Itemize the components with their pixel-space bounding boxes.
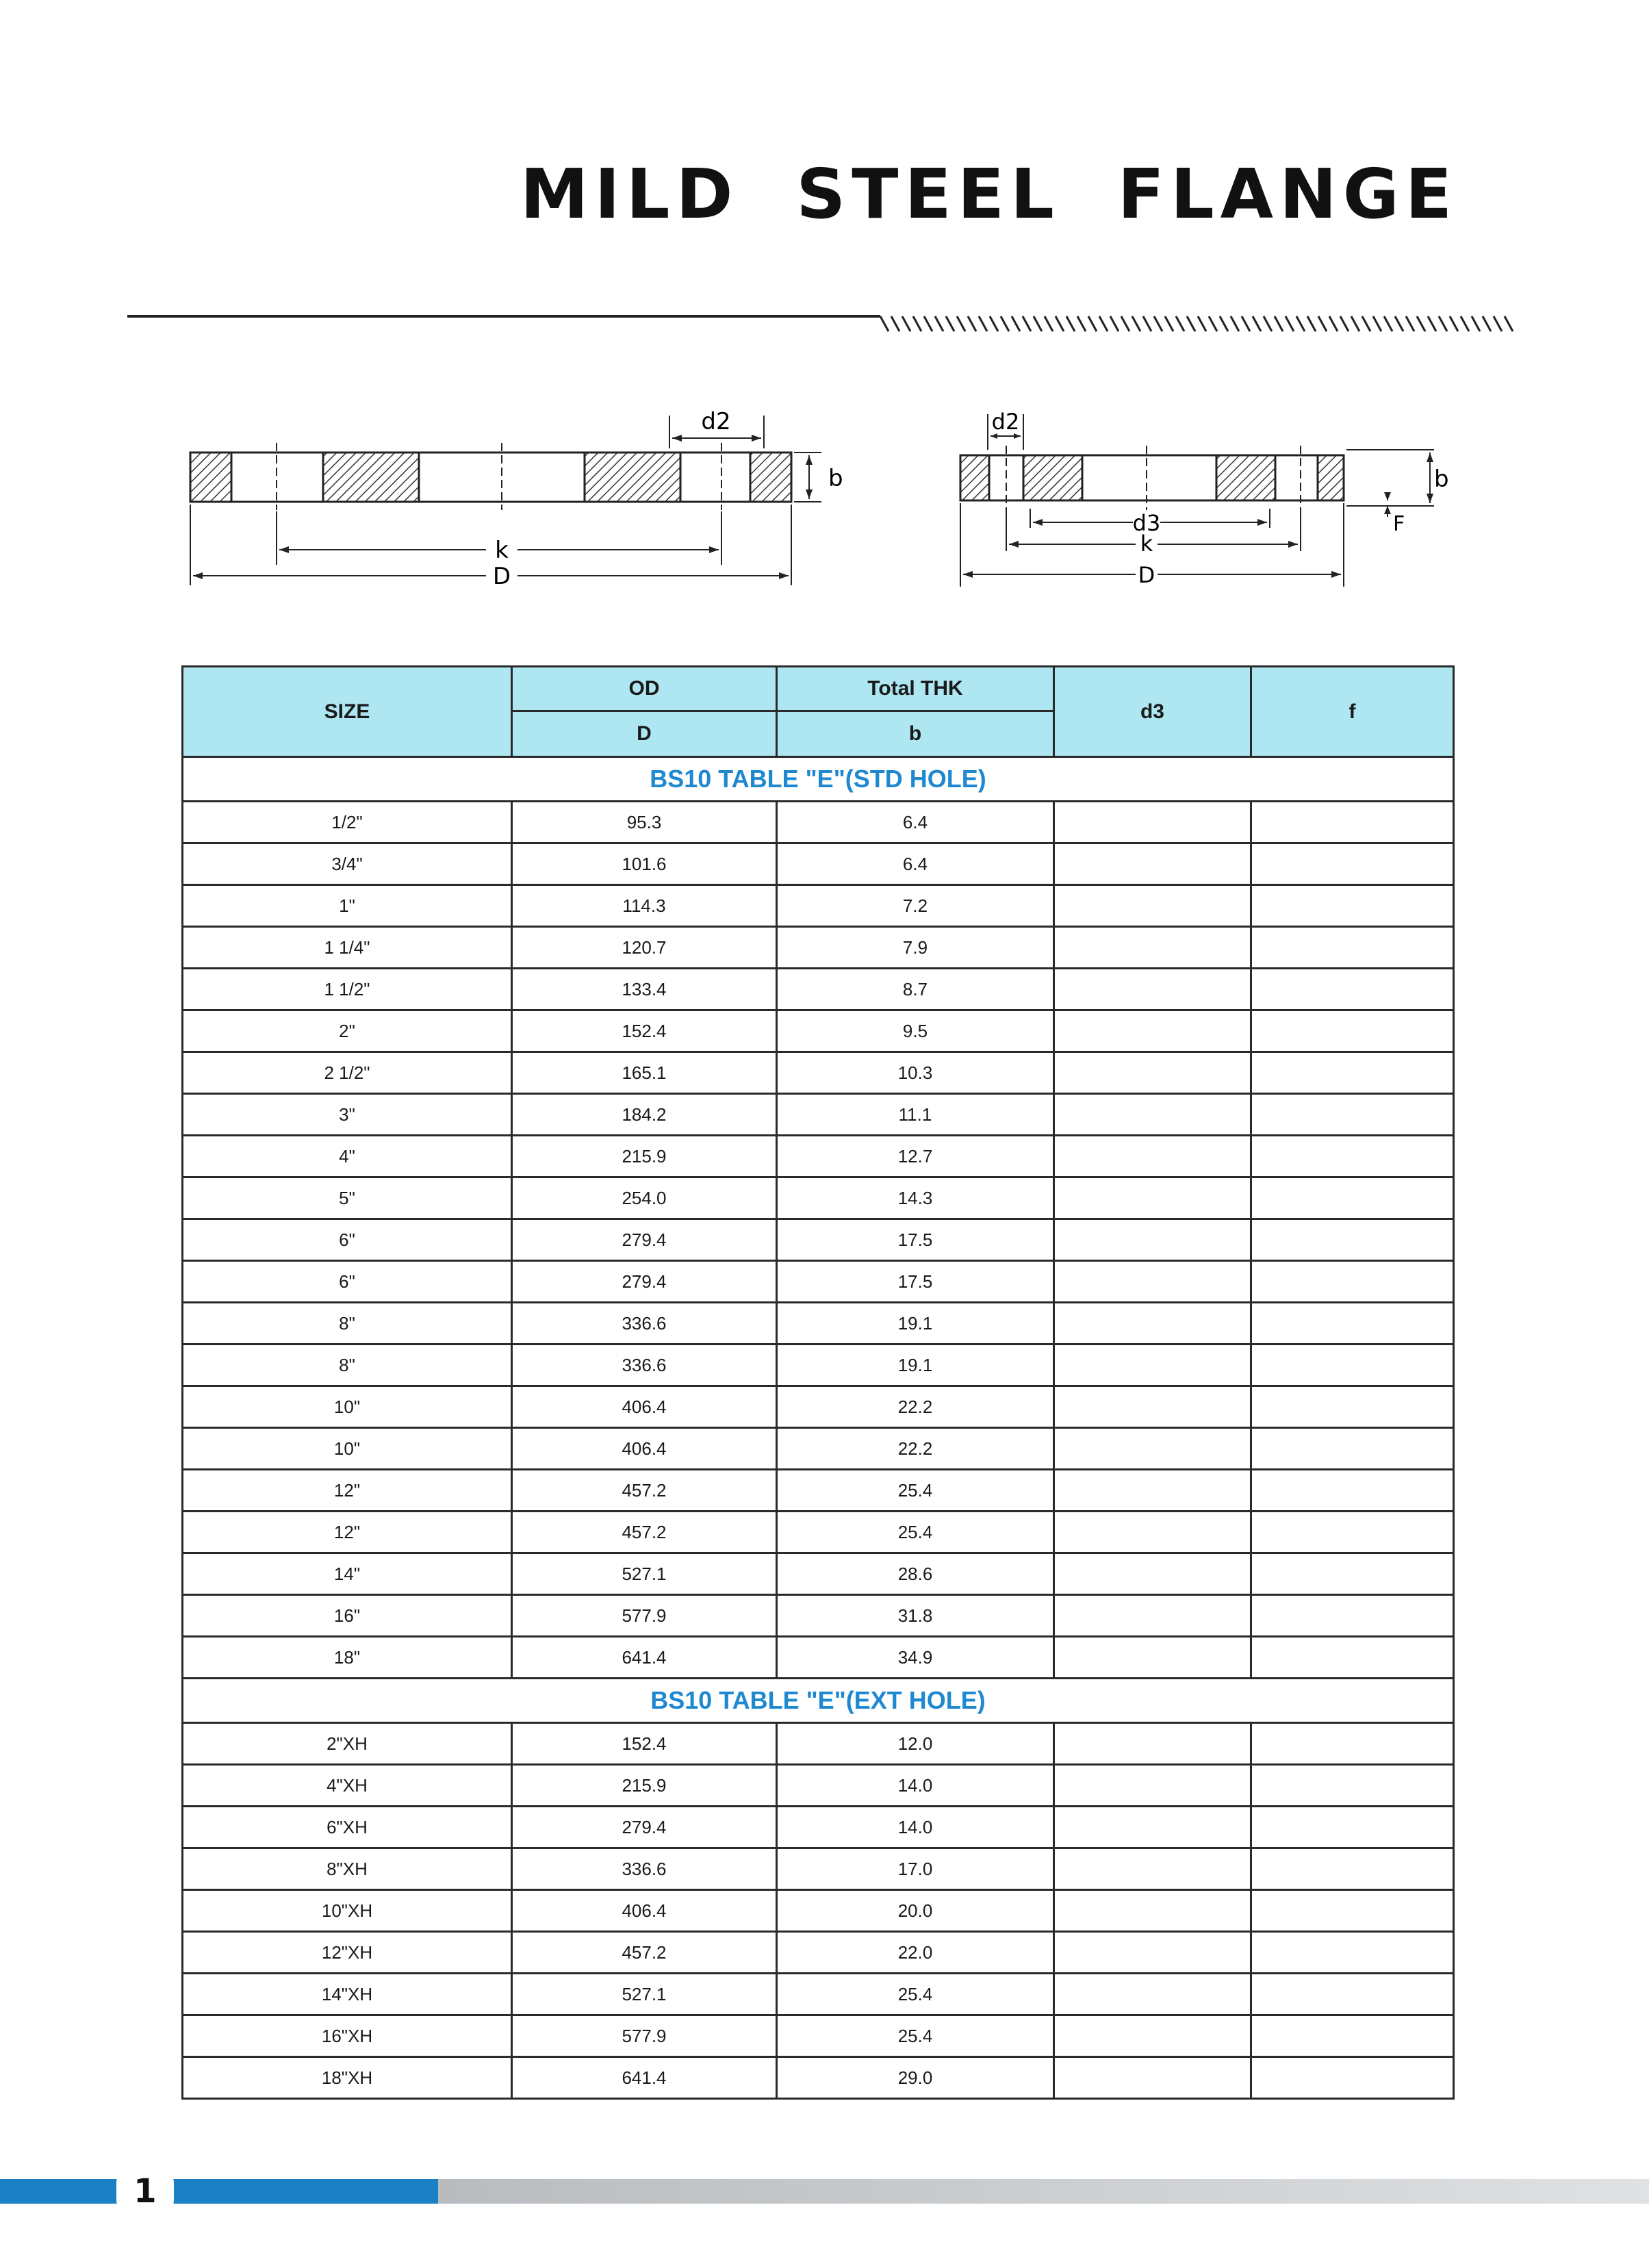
cell-size: 6"XH [183, 1807, 512, 1848]
cell-size: 18"XH [183, 2057, 512, 2099]
cell-od: 406.4 [512, 1386, 777, 1428]
cell-size: 2" [183, 1010, 512, 1052]
table-row [183, 1807, 1454, 1848]
flange-spec-table [181, 665, 1455, 2100]
flange-spec-table-body [183, 757, 1454, 2099]
table-row [183, 1890, 1454, 1932]
cell-f [1251, 1428, 1454, 1470]
cell-d3 [1054, 969, 1251, 1010]
table-row [183, 802, 1454, 843]
cell-total-thk: 14.0 [777, 1765, 1054, 1807]
cell-d3 [1054, 1010, 1251, 1052]
cell-od: 279.4 [512, 1261, 777, 1303]
cell-total-thk: 7.9 [777, 927, 1054, 969]
cell-d3 [1054, 1345, 1251, 1386]
cell-f [1251, 927, 1454, 969]
cell-size: 8" [183, 1303, 512, 1345]
cell-size: 16"XH [183, 2015, 512, 2057]
cell-total-thk: 25.4 [777, 1470, 1054, 1512]
cell-total-thk: 9.5 [777, 1010, 1054, 1052]
table-row [183, 1386, 1454, 1428]
cell-f [1251, 1553, 1454, 1595]
cell-od: 336.6 [512, 1345, 777, 1386]
cell-total-thk: 14.0 [777, 1807, 1054, 1848]
cell-size: 3" [183, 1094, 512, 1136]
dim-label-b: b [828, 465, 843, 492]
cell-od: 152.4 [512, 1723, 777, 1765]
cell-f [1251, 1177, 1454, 1219]
cell-total-thk: 17.5 [777, 1219, 1054, 1261]
cell-od: 457.2 [512, 1470, 777, 1512]
flange-drawing-raised-face [955, 400, 1461, 592]
cell-od: 406.4 [512, 1890, 777, 1932]
cell-size: 14" [183, 1553, 512, 1595]
cell-d3 [1054, 802, 1251, 843]
cell-od: 215.9 [512, 1136, 777, 1177]
cell-od: 279.4 [512, 1807, 777, 1848]
table-row [183, 1428, 1454, 1470]
flange-drawing-slip-on [185, 400, 869, 592]
cell-d3 [1054, 1261, 1251, 1303]
cell-od: 457.2 [512, 1932, 777, 1974]
cell-f [1251, 1512, 1454, 1553]
col-subheader-D: D [512, 711, 777, 757]
cell-d3 [1054, 1177, 1251, 1219]
cell-size: 1" [183, 885, 512, 927]
cell-d3 [1054, 1512, 1251, 1553]
cell-f [1251, 1303, 1454, 1345]
dim-label-F: F [1393, 512, 1405, 536]
cell-size: 3/4" [183, 843, 512, 885]
cell-size: 1 1/2" [183, 969, 512, 1010]
cell-total-thk: 6.4 [777, 802, 1054, 843]
table-row [183, 1261, 1454, 1303]
table-row [183, 2057, 1454, 2099]
cell-total-thk: 7.2 [777, 885, 1054, 927]
cell-od: 577.9 [512, 2015, 777, 2057]
cell-f [1251, 1932, 1454, 1974]
cell-d3 [1054, 1890, 1251, 1932]
cell-od: 279.4 [512, 1219, 777, 1261]
dim-label-b-right: b [1434, 466, 1449, 493]
cell-d3 [1054, 1303, 1251, 1345]
cell-d3 [1054, 927, 1251, 969]
table-row [183, 1136, 1454, 1177]
cell-total-thk: 20.0 [777, 1890, 1054, 1932]
cell-size: 2"XH [183, 1723, 512, 1765]
table-row [183, 885, 1454, 927]
cell-size: 4" [183, 1136, 512, 1177]
cell-d3 [1054, 1807, 1251, 1848]
table-row [183, 969, 1454, 1010]
dim-label-d2-right: d2 [991, 409, 1020, 435]
cell-size: 10" [183, 1386, 512, 1428]
cell-d3 [1054, 1219, 1251, 1261]
cell-od: 577.9 [512, 1595, 777, 1637]
col-subheader-b: b [777, 711, 1054, 757]
cell-total-thk: 22.2 [777, 1386, 1054, 1428]
dim-label-k: k [495, 537, 509, 564]
dim-label-d3: d3 [1132, 510, 1161, 536]
cell-f [1251, 1345, 1454, 1386]
cell-od: 406.4 [512, 1428, 777, 1470]
cell-d3 [1054, 1470, 1251, 1512]
cell-size: 16" [183, 1595, 512, 1637]
cell-od: 457.2 [512, 1512, 777, 1553]
cell-od: 114.3 [512, 885, 777, 927]
cell-size: 12"XH [183, 1932, 512, 1974]
page-number: 1 [116, 2170, 174, 2213]
col-header-size: SIZE [183, 667, 512, 757]
cell-d3 [1054, 1052, 1251, 1094]
section-row [183, 1679, 1454, 1723]
cell-f [1251, 1890, 1454, 1932]
cell-size: 4"XH [183, 1765, 512, 1807]
cell-size: 12" [183, 1512, 512, 1553]
section-row [183, 757, 1454, 802]
cell-size: 6" [183, 1261, 512, 1303]
header-rule [127, 315, 880, 318]
cell-d3 [1054, 2057, 1251, 2099]
cell-d3 [1054, 1765, 1251, 1807]
cell-d3 [1054, 1428, 1251, 1470]
cell-d3 [1054, 1136, 1251, 1177]
table-row [183, 1553, 1454, 1595]
cell-od: 527.1 [512, 1553, 777, 1595]
cell-od: 215.9 [512, 1765, 777, 1807]
cell-f [1251, 969, 1454, 1010]
table-row [183, 2015, 1454, 2057]
table-row [183, 1470, 1454, 1512]
cell-d3 [1054, 1723, 1251, 1765]
cell-size: 6" [183, 1219, 512, 1261]
table-row [183, 1637, 1454, 1679]
cell-total-thk: 25.4 [777, 1512, 1054, 1553]
dim-label-k-right: k [1140, 531, 1153, 557]
cell-f [1251, 1094, 1454, 1136]
cell-f [1251, 1637, 1454, 1679]
table-row [183, 1848, 1454, 1890]
cell-f [1251, 843, 1454, 885]
cell-od: 336.6 [512, 1848, 777, 1890]
cell-f [1251, 885, 1454, 927]
footer-bar-blue [0, 2179, 438, 2204]
table-row [183, 1094, 1454, 1136]
table-row [183, 1052, 1454, 1094]
table-row [183, 1177, 1454, 1219]
cell-f [1251, 1052, 1454, 1094]
cell-f [1251, 1595, 1454, 1637]
cell-total-thk: 19.1 [777, 1345, 1054, 1386]
cell-f [1251, 2057, 1454, 2099]
cell-total-thk: 17.0 [777, 1848, 1054, 1890]
dim-label-d2: d2 [701, 408, 731, 435]
cell-total-thk: 12.0 [777, 1723, 1054, 1765]
col-header-od: OD [512, 667, 777, 711]
cell-total-thk: 11.1 [777, 1094, 1054, 1136]
hatch-strip [878, 314, 1514, 334]
flange-spec-table-wrapper [181, 665, 1453, 2100]
table-row [183, 1932, 1454, 1974]
section-title: BS10 TABLE "E"(EXT HOLE) [183, 1679, 1454, 1723]
cell-f [1251, 1261, 1454, 1303]
cell-size: 12" [183, 1470, 512, 1512]
table-row [183, 1595, 1454, 1637]
cell-od: 165.1 [512, 1052, 777, 1094]
cell-od: 184.2 [512, 1094, 777, 1136]
cell-od: 527.1 [512, 1974, 777, 2015]
cell-d3 [1054, 1932, 1251, 1974]
cell-total-thk: 31.8 [777, 1595, 1054, 1637]
cell-total-thk: 14.3 [777, 1177, 1054, 1219]
cell-total-thk: 12.7 [777, 1136, 1054, 1177]
col-header-f: f [1251, 667, 1454, 757]
table-row [183, 1974, 1454, 2015]
cell-od: 641.4 [512, 2057, 777, 2099]
table-row [183, 1303, 1454, 1345]
cell-od: 254.0 [512, 1177, 777, 1219]
cell-f [1251, 1848, 1454, 1890]
cell-total-thk: 28.6 [777, 1553, 1054, 1595]
cell-size: 8" [183, 1345, 512, 1386]
cell-d3 [1054, 843, 1251, 885]
cell-od: 641.4 [512, 1637, 777, 1679]
cell-d3 [1054, 2015, 1251, 2057]
cell-f [1251, 1136, 1454, 1177]
cell-total-thk: 17.5 [777, 1261, 1054, 1303]
cell-total-thk: 34.9 [777, 1637, 1054, 1679]
cell-size: 18" [183, 1637, 512, 1679]
dim-label-D: D [492, 563, 511, 590]
cell-size: 14"XH [183, 1974, 512, 2015]
cell-od: 120.7 [512, 927, 777, 969]
cell-total-thk: 22.0 [777, 1932, 1054, 1974]
cell-total-thk: 6.4 [777, 843, 1054, 885]
table-row [183, 1345, 1454, 1386]
cell-d3 [1054, 1848, 1251, 1890]
cell-f [1251, 1219, 1454, 1261]
table-row [183, 1219, 1454, 1261]
cell-size: 10" [183, 1428, 512, 1470]
cell-size: 1/2" [183, 802, 512, 843]
col-header-d3: d3 [1054, 667, 1251, 757]
cell-total-thk: 29.0 [777, 2057, 1054, 2099]
cell-f [1251, 1974, 1454, 2015]
cell-d3 [1054, 1553, 1251, 1595]
table-row [183, 927, 1454, 969]
cell-d3 [1054, 1094, 1251, 1136]
cell-d3 [1054, 1386, 1251, 1428]
cell-total-thk: 25.4 [777, 2015, 1054, 2057]
cell-total-thk: 19.1 [777, 1303, 1054, 1345]
table-row [183, 1723, 1454, 1765]
table-row [183, 843, 1454, 885]
cell-d3 [1054, 1637, 1251, 1679]
footer-bar-grey [438, 2179, 1649, 2204]
cell-size: 1 1/4" [183, 927, 512, 969]
cell-size: 8"XH [183, 1848, 512, 1890]
cell-od: 133.4 [512, 969, 777, 1010]
section-title: BS10 TABLE "E"(STD HOLE) [183, 757, 1454, 802]
dim-label-D-right: D [1138, 562, 1155, 588]
cell-f [1251, 1765, 1454, 1807]
cell-d3 [1054, 1974, 1251, 2015]
cell-f [1251, 1386, 1454, 1428]
cell-od: 152.4 [512, 1010, 777, 1052]
cell-total-thk: 10.3 [777, 1052, 1054, 1094]
cell-od: 95.3 [512, 802, 777, 843]
cell-f [1251, 1807, 1454, 1848]
cell-f [1251, 1010, 1454, 1052]
table-row [183, 1512, 1454, 1553]
page-title: MILD STEEL FLANGE [520, 154, 1459, 234]
cell-od: 101.6 [512, 843, 777, 885]
cell-f [1251, 1723, 1454, 1765]
col-header-total-thk: Total THK [777, 667, 1054, 711]
cell-size: 5" [183, 1177, 512, 1219]
cell-total-thk: 8.7 [777, 969, 1054, 1010]
cell-f [1251, 2015, 1454, 2057]
cell-size: 10"XH [183, 1890, 512, 1932]
table-row [183, 1010, 1454, 1052]
cell-f [1251, 802, 1454, 843]
cell-d3 [1054, 885, 1251, 927]
table-row [183, 1765, 1454, 1807]
cell-od: 336.6 [512, 1303, 777, 1345]
cell-d3 [1054, 1595, 1251, 1637]
cell-size: 2 1/2" [183, 1052, 512, 1094]
cell-total-thk: 22.2 [777, 1428, 1054, 1470]
cell-f [1251, 1470, 1454, 1512]
cell-total-thk: 25.4 [777, 1974, 1054, 2015]
